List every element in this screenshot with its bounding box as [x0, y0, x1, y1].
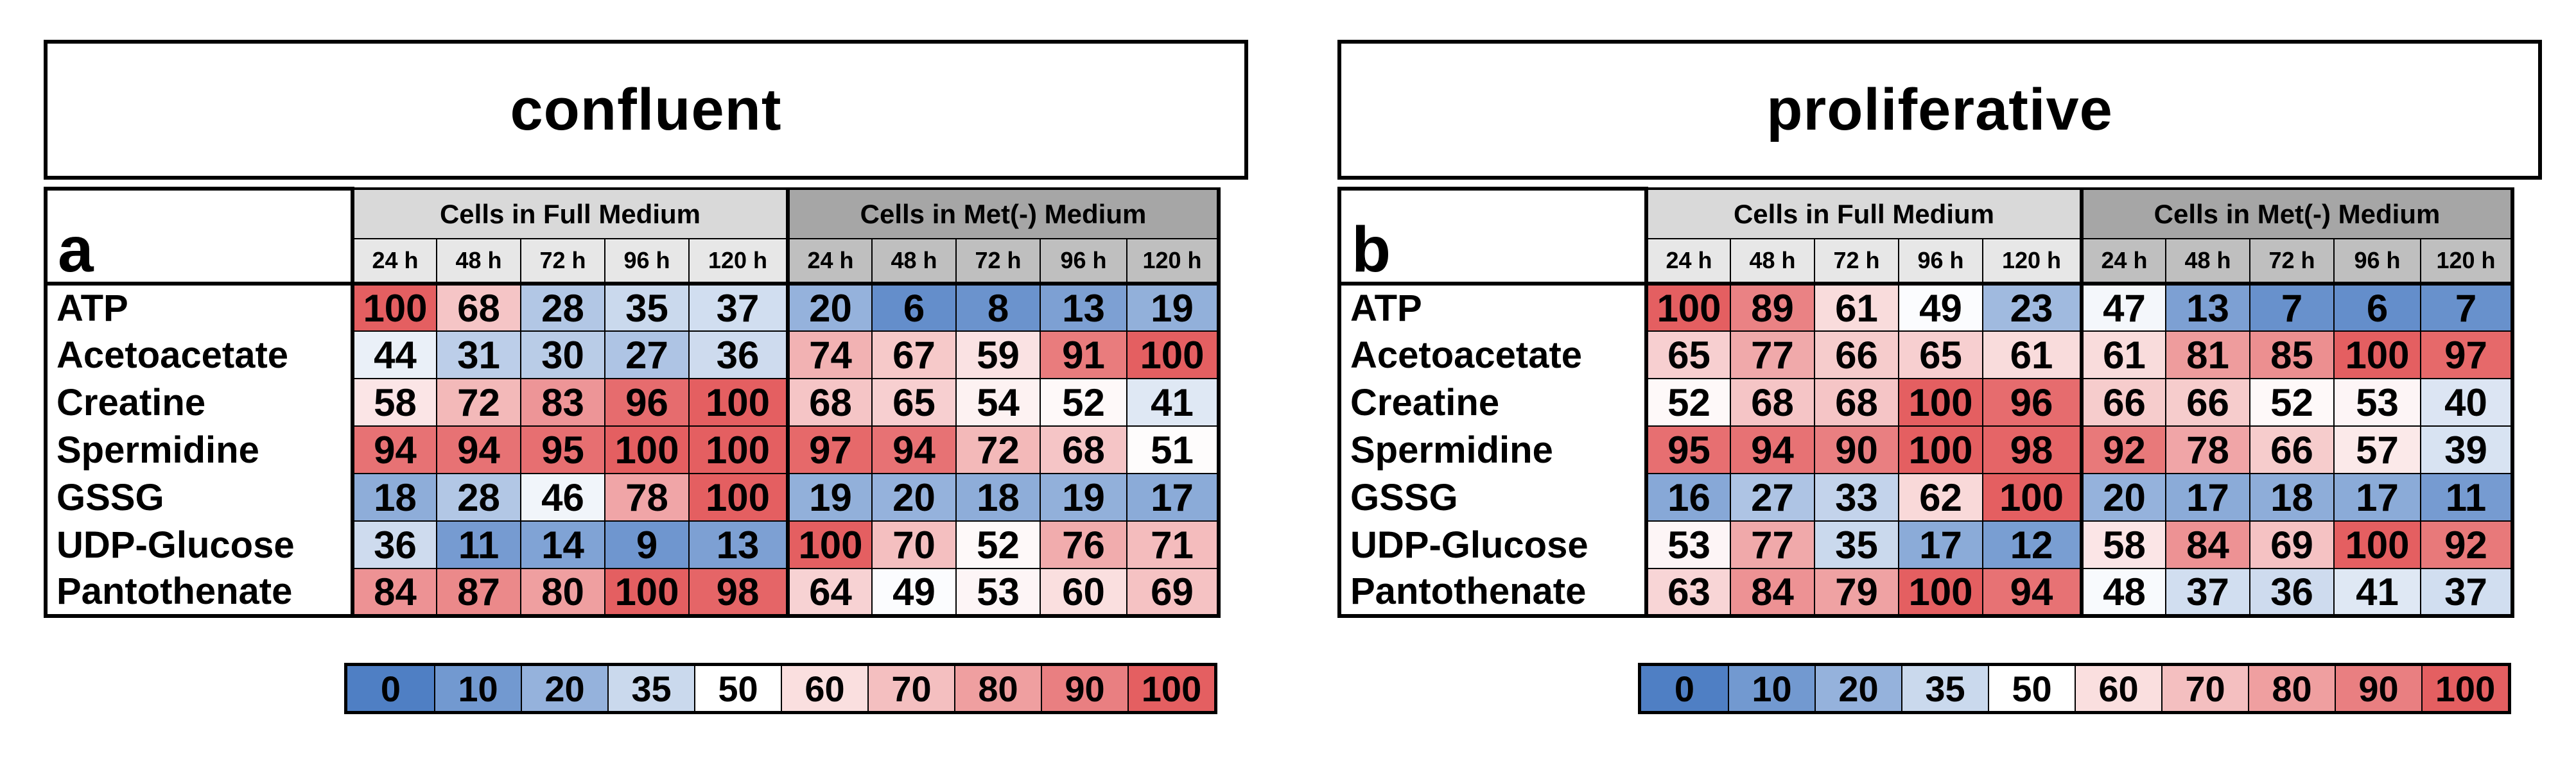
color-scale-step: 80 — [2248, 666, 2335, 711]
row-atp — [46, 284, 1219, 331]
heatmap-cell: 17 — [1127, 474, 1219, 521]
heatmap-cell: 94 — [352, 426, 437, 474]
timepoint-header: 96 h — [2334, 239, 2421, 284]
column-group-header: Cells in Full Medium — [1646, 189, 2082, 239]
heatmap-cell: 52 — [2250, 379, 2334, 426]
heatmap-cell: 79 — [1815, 569, 1899, 616]
heatmap-cell: 36 — [352, 521, 437, 569]
color-scale-step: 90 — [1041, 666, 1127, 711]
heatmap-cell: 96 — [605, 379, 689, 426]
heatmap-cell: 100 — [689, 474, 788, 521]
heatmap-cell: 39 — [2421, 426, 2512, 474]
heatmap-cell: 33 — [1815, 474, 1899, 521]
color-scale-step: 80 — [954, 666, 1041, 711]
heatmap-cell: 59 — [956, 331, 1040, 379]
metabolite-label: Spermidine — [46, 426, 352, 474]
heatmap-cell: 94 — [437, 426, 521, 474]
timepoint-header: 96 h — [605, 239, 689, 284]
color-scale-step: 20 — [521, 666, 607, 711]
color-scale-step: 60 — [781, 666, 867, 711]
row-gssg — [46, 474, 1219, 521]
heatmap-cell: 57 — [2334, 426, 2421, 474]
heatmap-cell: 95 — [1646, 426, 1730, 474]
heatmap-cell: 70 — [872, 521, 956, 569]
panel-label: a — [46, 189, 352, 284]
panel-confluent — [44, 40, 1248, 618]
heatmap-cell: 54 — [956, 379, 1040, 426]
heatmap-cell: 36 — [2250, 569, 2334, 616]
heatmap-cell: 64 — [788, 569, 872, 616]
heatmap-cell: 61 — [1983, 331, 2082, 379]
timepoint-header: 120 h — [1983, 239, 2082, 284]
metabolite-label: Acetoacetate — [46, 331, 352, 379]
heatmap-cell: 66 — [1815, 331, 1899, 379]
heatmap-cell: 13 — [1040, 284, 1127, 331]
heatmap-cell: 23 — [1983, 284, 2082, 331]
heatmap-cell: 40 — [2421, 379, 2512, 426]
heatmap-cell: 100 — [2334, 521, 2421, 569]
heatmap-cell: 60 — [1040, 569, 1127, 616]
timepoint-header: 96 h — [1040, 239, 1127, 284]
heatmap-cell: 84 — [1730, 569, 1815, 616]
metabolite-label: Pantothenate — [1339, 569, 1646, 616]
timepoint-header: 24 h — [2082, 239, 2166, 284]
heatmap-cell: 53 — [956, 569, 1040, 616]
heatmap-cell: 18 — [956, 474, 1040, 521]
row-udp-glucose — [46, 521, 1219, 569]
heatmap-cell: 6 — [872, 284, 956, 331]
timepoint-header: 120 h — [689, 239, 788, 284]
heatmap-cell: 53 — [2334, 379, 2421, 426]
color-scale-step: 70 — [2161, 666, 2248, 711]
row-acetoacetate — [46, 331, 1219, 379]
color-scale-step: 20 — [1815, 666, 1901, 711]
heatmap-cell: 91 — [1040, 331, 1127, 379]
heatmap-cell: 68 — [788, 379, 872, 426]
heatmap-cell: 100 — [1899, 569, 1983, 616]
heatmap-cell: 19 — [1127, 284, 1219, 331]
heatmap-cell: 94 — [1983, 569, 2082, 616]
heatmap-cell: 100 — [1899, 379, 1983, 426]
heatmap-cell: 78 — [2166, 426, 2250, 474]
heatmap-table — [44, 187, 1221, 618]
heatmap-cell: 49 — [872, 569, 956, 616]
row-creatine — [1339, 379, 2512, 426]
heatmap-cell: 13 — [689, 521, 788, 569]
heatmap-cell: 94 — [1730, 426, 1815, 474]
heatmap-cell: 100 — [1983, 474, 2082, 521]
heatmap-cell: 76 — [1040, 521, 1127, 569]
color-scale-step: 0 — [1641, 666, 1728, 711]
heatmap-cell: 68 — [1730, 379, 1815, 426]
panel-proliferative — [1337, 40, 2542, 618]
heatmap-cell: 87 — [437, 569, 521, 616]
heatmap-cell: 14 — [521, 521, 605, 569]
timepoint-header: 48 h — [1730, 239, 1815, 284]
heatmap-cell: 81 — [2166, 331, 2250, 379]
heatmap-cell: 68 — [1815, 379, 1899, 426]
heatmap-cell: 53 — [1646, 521, 1730, 569]
heatmap-cell: 44 — [352, 331, 437, 379]
heatmap-cell: 84 — [352, 569, 437, 616]
heatmap-cell: 61 — [2082, 331, 2166, 379]
heatmap-cell: 100 — [788, 521, 872, 569]
heatmap-cell: 67 — [872, 331, 956, 379]
color-scale-step: 10 — [1728, 666, 1815, 711]
heatmap-cell: 52 — [1040, 379, 1127, 426]
color-scale-step: 35 — [1901, 666, 1988, 711]
heatmap-cell: 7 — [2250, 284, 2334, 331]
heatmap-cell: 41 — [2334, 569, 2421, 616]
heatmap-cell: 96 — [1983, 379, 2082, 426]
heatmap-cell: 52 — [1646, 379, 1730, 426]
heatmap-cell: 52 — [956, 521, 1040, 569]
timepoint-header: 72 h — [956, 239, 1040, 284]
row-spermidine — [46, 426, 1219, 474]
timepoint-header: 120 h — [2421, 239, 2512, 284]
heatmap-cell: 92 — [2082, 426, 2166, 474]
panel-title: proliferative — [1337, 40, 2542, 180]
metabolite-label: UDP-Glucose — [1339, 521, 1646, 569]
heatmap-cell: 100 — [1646, 284, 1730, 331]
row-udp-glucose — [1339, 521, 2512, 569]
column-group-header: Cells in Met(-) Medium — [788, 189, 1219, 239]
row-pantothenate — [1339, 569, 2512, 616]
heatmap-cell: 89 — [1730, 284, 1815, 331]
heatmap-cell: 100 — [689, 379, 788, 426]
column-group-header: Cells in Met(-) Medium — [2082, 189, 2512, 239]
timepoint-header: 24 h — [788, 239, 872, 284]
metabolite-label: Pantothenate — [46, 569, 352, 616]
heatmap-cell: 37 — [2166, 569, 2250, 616]
heatmap-cell: 47 — [2082, 284, 2166, 331]
metabolite-label: Acetoacetate — [1339, 331, 1646, 379]
heatmap-cell: 48 — [2082, 569, 2166, 616]
heatmap-cell: 66 — [2250, 426, 2334, 474]
row-gssg — [1339, 474, 2512, 521]
heatmap-cell: 28 — [521, 284, 605, 331]
color-scale-step: 50 — [1988, 666, 2075, 711]
heatmap-cell: 77 — [1730, 521, 1815, 569]
color-scale-step: 100 — [2421, 666, 2508, 711]
heatmap-cell: 100 — [605, 426, 689, 474]
heatmap-cell: 90 — [1815, 426, 1899, 474]
metabolite-label: ATP — [1339, 284, 1646, 331]
heatmap-cell: 92 — [2421, 521, 2512, 569]
heatmap-cell: 100 — [2334, 331, 2421, 379]
color-scale-step: 60 — [2075, 666, 2161, 711]
heatmap-cell: 58 — [2082, 521, 2166, 569]
heatmap-cell: 84 — [2166, 521, 2250, 569]
heatmap-cell: 98 — [689, 569, 788, 616]
timepoint-header: 48 h — [872, 239, 956, 284]
heatmap-cell: 12 — [1983, 521, 2082, 569]
heatmap-cell: 20 — [788, 284, 872, 331]
row-spermidine — [1339, 426, 2512, 474]
heatmap-cell: 100 — [605, 569, 689, 616]
metabolite-label: GSSG — [46, 474, 352, 521]
heatmap-cell: 27 — [1730, 474, 1815, 521]
heatmap-cell: 37 — [2421, 569, 2512, 616]
heatmap-cell: 19 — [788, 474, 872, 521]
heatmap-cell: 17 — [1899, 521, 1983, 569]
heatmap-cell: 20 — [872, 474, 956, 521]
heatmap-cell: 80 — [521, 569, 605, 616]
metabolite-label: Creatine — [1339, 379, 1646, 426]
timepoint-header: 72 h — [1815, 239, 1899, 284]
timepoint-header: 48 h — [437, 239, 521, 284]
heatmap-cell: 36 — [689, 331, 788, 379]
heatmap-cell: 65 — [872, 379, 956, 426]
heatmap-cell: 74 — [788, 331, 872, 379]
color-scale-step: 10 — [434, 666, 521, 711]
heatmap-cell: 49 — [1899, 284, 1983, 331]
heatmap-cell: 95 — [521, 426, 605, 474]
metabolite-label: UDP-Glucose — [46, 521, 352, 569]
heatmap-cell: 63 — [1646, 569, 1730, 616]
heatmap-cell: 35 — [605, 284, 689, 331]
heatmap-cell: 68 — [1040, 426, 1127, 474]
metabolite-label: Spermidine — [1339, 426, 1646, 474]
heatmap-cell: 77 — [1730, 331, 1815, 379]
heatmap-cell: 7 — [2421, 284, 2512, 331]
timepoint-header: 48 h — [2166, 239, 2250, 284]
color-scale-legend — [344, 663, 1217, 714]
heatmap-cell: 69 — [2250, 521, 2334, 569]
row-creatine — [46, 379, 1219, 426]
heatmap-cell: 100 — [352, 284, 437, 331]
panel-title: confluent — [44, 40, 1248, 180]
heatmap-cell: 69 — [1127, 569, 1219, 616]
heatmap-cell: 46 — [521, 474, 605, 521]
timepoint-header: 72 h — [521, 239, 605, 284]
heatmap-cell: 8 — [956, 284, 1040, 331]
heatmap-cell: 27 — [605, 331, 689, 379]
heatmap-cell: 100 — [689, 426, 788, 474]
metabolite-label: ATP — [46, 284, 352, 331]
heatmap-cell: 100 — [1127, 331, 1219, 379]
heatmap-cell: 62 — [1899, 474, 1983, 521]
color-scale-step: 50 — [694, 666, 781, 711]
heatmap-cell: 37 — [689, 284, 788, 331]
heatmap-cell: 9 — [605, 521, 689, 569]
timepoint-header: 120 h — [1127, 239, 1219, 284]
timepoint-header: 96 h — [1899, 239, 1983, 284]
heatmap-cell: 65 — [1899, 331, 1983, 379]
heatmap-cell: 97 — [788, 426, 872, 474]
heatmap-cell: 61 — [1815, 284, 1899, 331]
color-scale-step: 0 — [347, 666, 434, 711]
heatmap-cell: 18 — [352, 474, 437, 521]
heatmap-cell: 98 — [1983, 426, 2082, 474]
row-atp — [1339, 284, 2512, 331]
metabolite-label: GSSG — [1339, 474, 1646, 521]
heatmap-cell: 18 — [2250, 474, 2334, 521]
heatmap-cell: 72 — [956, 426, 1040, 474]
heatmap-cell: 19 — [1040, 474, 1127, 521]
heatmap-cell: 72 — [437, 379, 521, 426]
heatmap-table — [1337, 187, 2514, 618]
heatmap-cell: 28 — [437, 474, 521, 521]
heatmap-cell: 78 — [605, 474, 689, 521]
timepoint-header: 24 h — [352, 239, 437, 284]
heatmap-cell: 16 — [1646, 474, 1730, 521]
color-scale-legend — [1638, 663, 2511, 714]
heatmap-cell: 41 — [1127, 379, 1219, 426]
column-group-header: Cells in Full Medium — [352, 189, 788, 239]
row-pantothenate — [46, 569, 1219, 616]
timepoint-header: 72 h — [2250, 239, 2334, 284]
heatmap-cell: 83 — [521, 379, 605, 426]
heatmap-cell: 66 — [2082, 379, 2166, 426]
heatmap-cell: 100 — [1899, 426, 1983, 474]
heatmap-cell: 31 — [437, 331, 521, 379]
heatmap-cell: 13 — [2166, 284, 2250, 331]
heatmap-cell: 65 — [1646, 331, 1730, 379]
heatmap-cell: 11 — [2421, 474, 2512, 521]
heatmap-cell: 17 — [2166, 474, 2250, 521]
heatmap-cell: 68 — [437, 284, 521, 331]
color-scale-step: 35 — [607, 666, 694, 711]
heatmap-cell: 20 — [2082, 474, 2166, 521]
heatmap-cell: 51 — [1127, 426, 1219, 474]
metabolite-label: Creatine — [46, 379, 352, 426]
heatmap-cell: 58 — [352, 379, 437, 426]
heatmap-cell: 11 — [437, 521, 521, 569]
color-scale-step: 70 — [867, 666, 954, 711]
heatmap-cell: 71 — [1127, 521, 1219, 569]
heatmap-cell: 66 — [2166, 379, 2250, 426]
row-acetoacetate — [1339, 331, 2512, 379]
heatmap-cell: 6 — [2334, 284, 2421, 331]
color-scale-step: 100 — [1127, 666, 1214, 711]
heatmap-cell: 35 — [1815, 521, 1899, 569]
heatmap-cell: 97 — [2421, 331, 2512, 379]
heatmap-cell: 94 — [872, 426, 956, 474]
heatmap-cell: 17 — [2334, 474, 2421, 521]
timepoint-header: 24 h — [1646, 239, 1730, 284]
heatmap-cell: 30 — [521, 331, 605, 379]
panel-label: b — [1339, 189, 1646, 284]
color-scale-step: 90 — [2335, 666, 2421, 711]
heatmap-cell: 85 — [2250, 331, 2334, 379]
